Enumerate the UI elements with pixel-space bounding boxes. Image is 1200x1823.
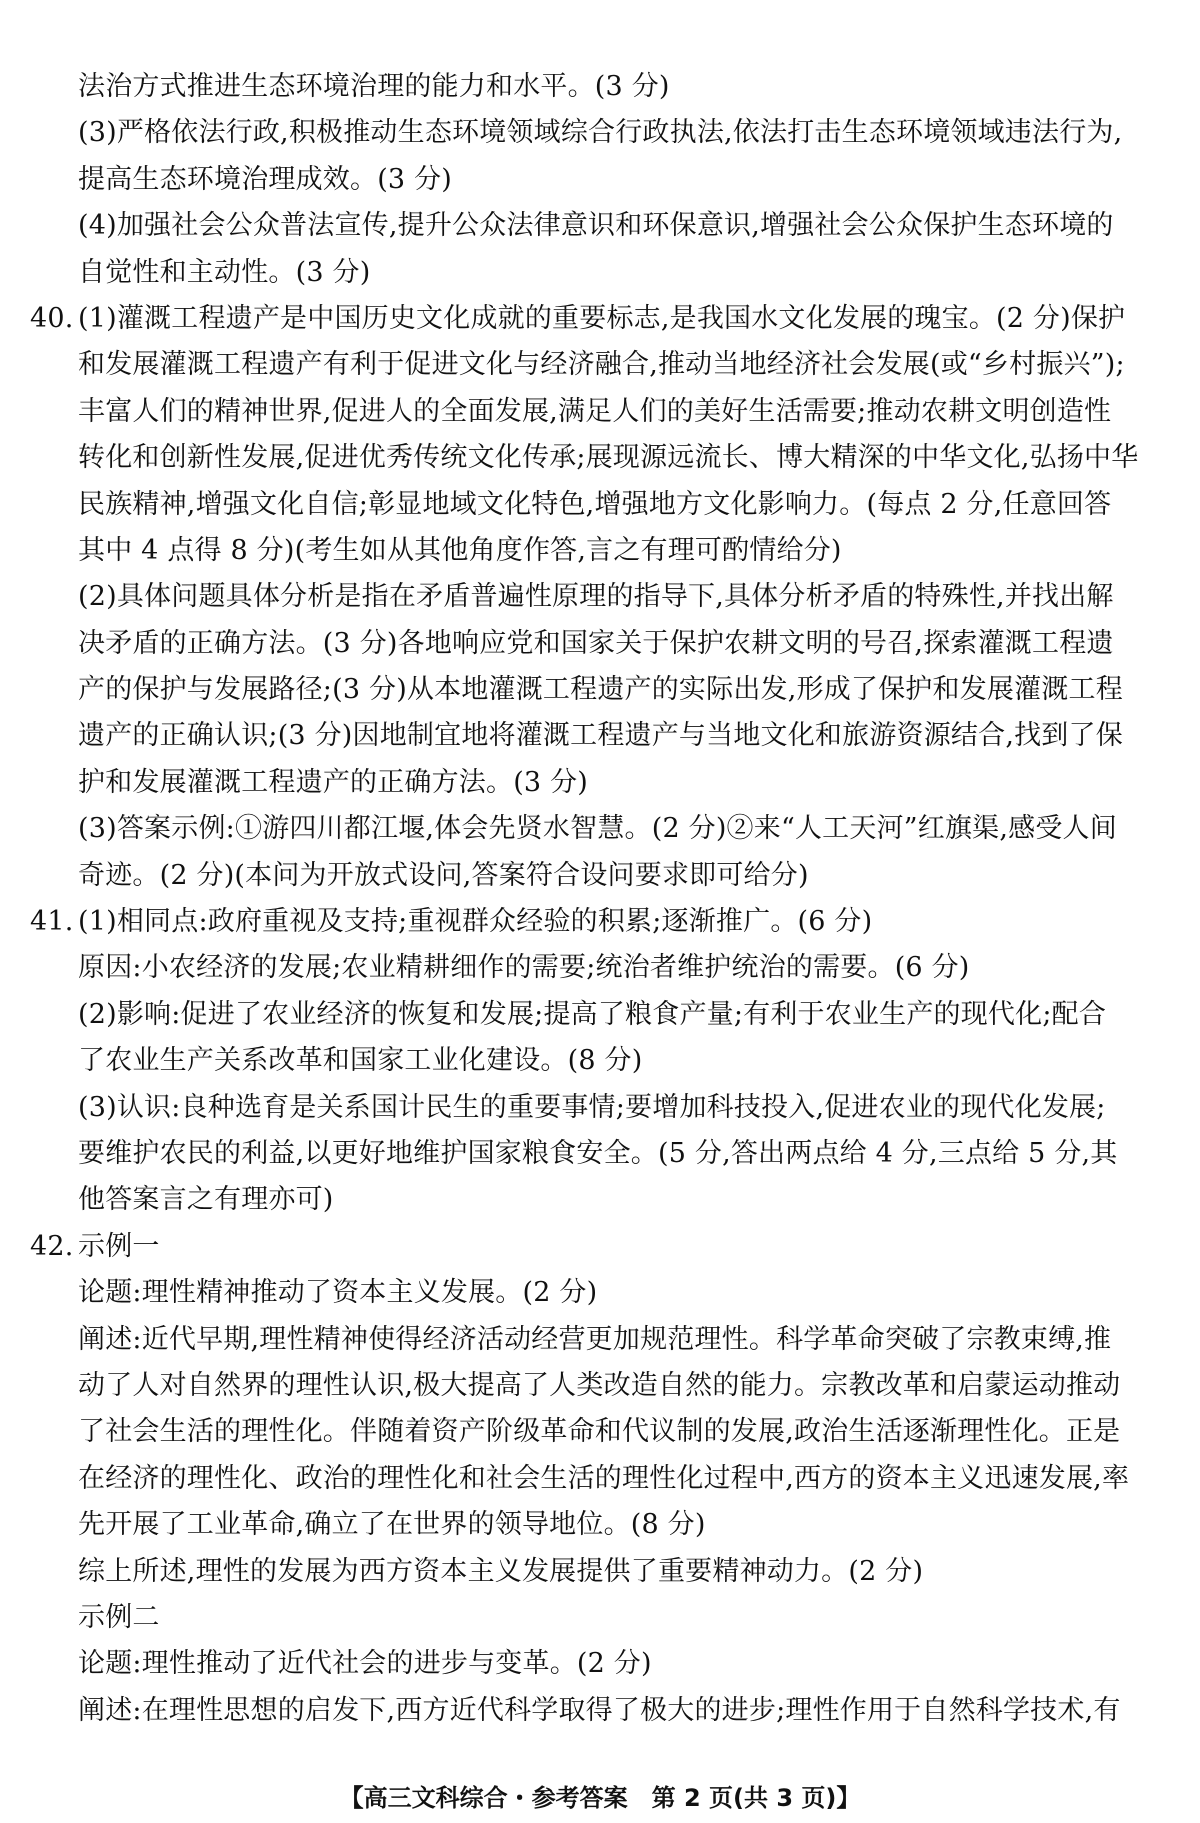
text-line: 其中 4 点得 8 分)(考生如从其他角度作答,言之有理可酌情给分) bbox=[78, 534, 842, 566]
text-line: (1)灌溉工程遗产是中国历史文化成就的重要标志,是我国水文化发展的瑰宝。(2 分)保护 bbox=[78, 302, 1126, 334]
text-line: (3)认识:良种选育是关系国计民生的重要事情;要增加科技投入,促进农业的现代化发展; bbox=[78, 1091, 1106, 1123]
text-line: 和发展灌溉工程遗产有利于促进文化与经济融合,推动当地经济社会发展(或“乡村振兴”); bbox=[78, 349, 1125, 381]
answer-key-page bbox=[30, 0, 1180, 1734]
text-line: 示例二 bbox=[78, 1601, 160, 1633]
text-line: 转化和创新性发展,促进优秀传统文化传承;展现源远流长、博大精深的中华文化,弘扬中华 bbox=[78, 442, 1139, 474]
text-line: 护和发展灌溉工程遗产的正确方法。(3 分) bbox=[78, 766, 589, 798]
text-line: 了社会生活的理性化。伴随着资产阶级革命和代议制的发展,政治生活逐渐理性化。正是 bbox=[78, 1416, 1121, 1448]
question-42-line bbox=[30, 1224, 1180, 1270]
text-line: (2)影响:促进了农业经济的恢复和发展;提高了粮食产量;有利于农业生产的现代化;配合 bbox=[78, 998, 1107, 1030]
text-line: 法治方式推进生态环境治理的能力和水平。(3 分) bbox=[78, 71, 670, 102]
page-footer: 【高三文科综合・参考答案 第 2 页(共 3 页)】 bbox=[339, 1784, 861, 1812]
text-line: 了农业生产关系改革和国家工业化建设。(8 分) bbox=[78, 1045, 643, 1077]
text-line: 丰富人们的精神世界,促进人的全面发展,满足人们的美好生活需要;推动农耕文明创造性 bbox=[78, 395, 1112, 427]
text-line: 阐述:在理性思想的启发下,西方近代科学取得了极大的进步;理性作用于自然科学技术,有 bbox=[78, 1694, 1121, 1726]
text-line: 论题:理性推动了近代社会的进步与变革。(2 分) bbox=[78, 1648, 652, 1680]
text-line: 先开展了工业革命,确立了在世界的领导地位。(8 分) bbox=[78, 1509, 706, 1541]
text-line: 决矛盾的正确方法。(3 分)各地响应党和国家关于保护农耕文明的号召,探索灌溉工程遗 bbox=[78, 627, 1114, 659]
text-line: 民族精神,增强文化自信;彰显地域文化特色,增强地方文化影响力。(每点 2 分,任意回答 bbox=[78, 488, 1112, 520]
question-number-42: 42. bbox=[30, 1230, 74, 1262]
text-line: 遗产的正确认识;(3 分)因地制宜地将灌溉工程遗产与当地文化和旅游资源结合,找到了保 bbox=[78, 720, 1123, 752]
text-line: 提高生态环境治理成效。(3 分) bbox=[78, 163, 453, 195]
text-line: (3)严格依法行政,积极推动生态环境领域综合行政执法,依法打击生态环境领域违法行为, bbox=[78, 117, 1123, 149]
question-41-line bbox=[30, 899, 1180, 945]
text-line: 综上所述,理性的发展为西方资本主义发展提供了重要精神动力。(2 分) bbox=[78, 1555, 924, 1587]
text-line: 阐述:近代早期,理性精神使得经济活动经营更加规范理性。科学革命突破了宗教束缚,推 bbox=[78, 1323, 1112, 1355]
text-line: 示例一 bbox=[78, 1230, 160, 1262]
text-line: 动了人对自然界的理性认识,极大提高了人类改造自然的能力。宗教改革和启蒙运动推动 bbox=[78, 1369, 1121, 1401]
text-line: 产的保护与发展路径;(3 分)从本地灌溉工程遗产的实际出发,形成了保护和发展灌溉工程 bbox=[78, 674, 1123, 706]
question-number-41: 41. bbox=[30, 906, 74, 938]
text-line: 自觉性和主动性。(3 分) bbox=[78, 256, 371, 288]
question-40-line bbox=[30, 296, 1180, 342]
text-line: (4)加强社会公众普法宣传,提升公众法律意识和环保意识,增强社会公众保护生态环境的 bbox=[78, 210, 1114, 242]
text-line: 原因:小农经济的发展;农业精耕细作的需要;统治者维护统治的需要。(6 分) bbox=[78, 952, 970, 984]
text-line: 在经济的理性化、政治的理性化和社会生活的理性化过程中,西方的资本主义迅速发展,率 bbox=[78, 1462, 1130, 1494]
question-number-40: 40. bbox=[30, 302, 74, 334]
text-line: 奇迹。(2 分)(本问为开放式设问,答案符合设问要求即可给分) bbox=[78, 859, 809, 891]
text-line: (3)答案示例:①游四川都江堰,体会先贤水智慧。(2 分)②来“人工天河”红旗渠,感受人间 bbox=[78, 813, 1117, 845]
text-line: (1)相同点:政府重视及支持;重视群众经验的积累;逐渐推广。(6 分) bbox=[78, 906, 873, 938]
text-line: 他答案言之有理亦可) bbox=[78, 1184, 334, 1216]
text-line: 论题:理性精神推动了资本主义发展。(2 分) bbox=[78, 1277, 598, 1309]
text-line: (2)具体问题具体分析是指在矛盾普遍性原理的指导下,具体分析矛盾的特殊性,并找出解 bbox=[78, 581, 1114, 613]
text-line: 要维护农民的利益,以更好地维护国家粮食安全。(5 分,答出两点给 4 分,三点给 5 分,其 bbox=[78, 1137, 1118, 1169]
